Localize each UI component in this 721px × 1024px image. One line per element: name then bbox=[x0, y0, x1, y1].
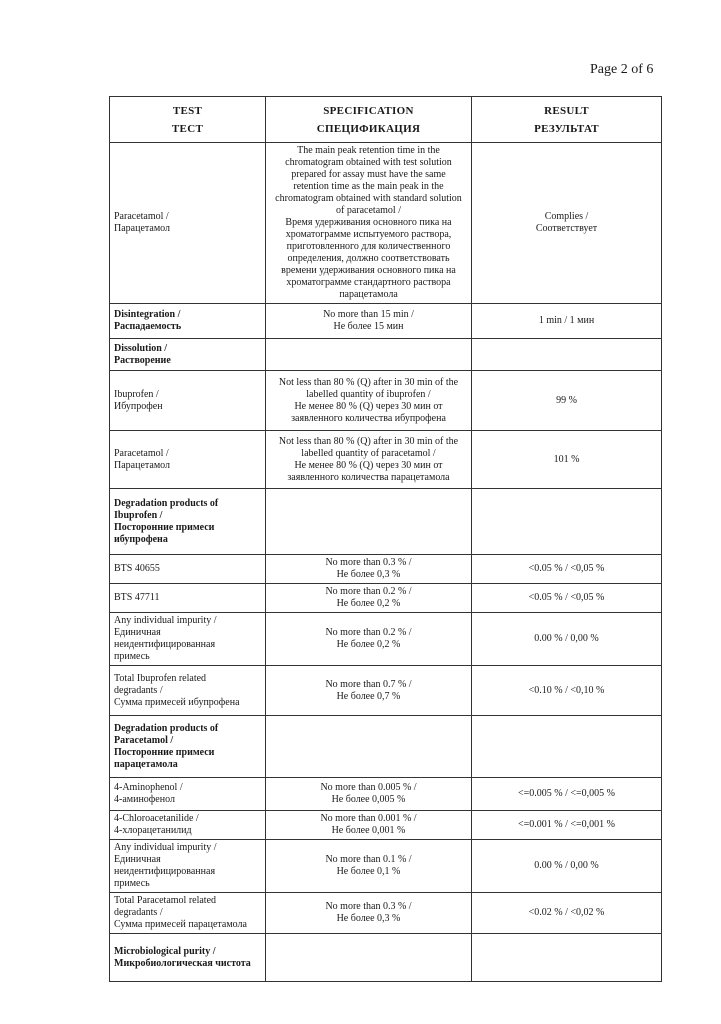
header-result-en: RESULT bbox=[544, 104, 589, 117]
test-cell-line: Paracetamol / bbox=[114, 447, 169, 459]
specification-cell-line: Время удерживания основного пика на bbox=[285, 217, 452, 228]
test-cell-line: Total Paracetamol related bbox=[114, 895, 217, 906]
specification-cell bbox=[266, 934, 472, 982]
test-cell-line: Посторонние примеси bbox=[114, 746, 215, 758]
test-cell-line: Посторонние примеси bbox=[114, 521, 215, 533]
test-cell bbox=[110, 304, 266, 339]
result-cell bbox=[472, 613, 662, 666]
header-result bbox=[472, 97, 662, 143]
test-cell-line: Disintegration / bbox=[114, 309, 181, 320]
specification-cell-line: Не менее 80 % (Q) через 30 мин от bbox=[294, 459, 443, 471]
test-cell-line: 4-аминофенол bbox=[114, 794, 175, 805]
table-row bbox=[110, 555, 662, 584]
test-cell-line: 4-Chloroacetanilide / bbox=[114, 813, 199, 824]
table-header-row bbox=[110, 97, 662, 143]
specification-cell-line: No more than 0.3 % / bbox=[325, 557, 412, 568]
specification-cell bbox=[266, 339, 472, 371]
test-cell-line: неидентифицированная bbox=[114, 639, 216, 650]
specification-cell bbox=[266, 489, 472, 555]
specification-cell-line: заявленного количества парацетамола bbox=[287, 471, 450, 483]
result-cell-line: 1 min / 1 мин bbox=[538, 315, 595, 326]
test-cell bbox=[110, 893, 266, 934]
test-cell-line: Парацетамол bbox=[114, 459, 171, 471]
specification-cell-line: Не более 0,001 % bbox=[331, 825, 406, 836]
table-row bbox=[110, 778, 662, 811]
table-row bbox=[110, 371, 662, 431]
specification-cell-line: Не более 0,1 % bbox=[336, 866, 401, 877]
specification-cell bbox=[266, 613, 472, 666]
test-cell-line: Единичная bbox=[114, 854, 161, 865]
test-cell-line: Any individual impurity / bbox=[114, 842, 217, 853]
specification-cell-line: No more than 0.001 % / bbox=[320, 813, 417, 824]
test-cell bbox=[110, 840, 266, 893]
specification-cell-line: The main peak retention time in the bbox=[297, 145, 440, 156]
result-cell bbox=[472, 555, 662, 584]
table-row bbox=[110, 304, 662, 339]
specification-cell-line: Not less than 80 % (Q) after in 30 min of the bbox=[278, 435, 459, 447]
result-cell bbox=[472, 811, 662, 840]
specification-cell-line: хроматограмме испытуемого раствора, bbox=[285, 229, 452, 240]
specification-cell bbox=[266, 431, 472, 489]
specification-cell-line: No more than 0.7 % / bbox=[325, 678, 412, 690]
specification-cell-line: No more than 0.2 % / bbox=[325, 627, 412, 638]
test-cell bbox=[110, 778, 266, 811]
test-cell-line: Растворение bbox=[114, 354, 171, 366]
result-cell bbox=[472, 304, 662, 339]
specification-cell-line: времени удерживания основного пика на bbox=[281, 265, 456, 276]
specification-cell-line: приготовленного для количественного bbox=[286, 241, 451, 252]
test-cell-line: BTS 40655 bbox=[114, 563, 160, 574]
result-cell bbox=[472, 489, 662, 555]
result-cell-line: 0.00 % / 0,00 % bbox=[534, 860, 599, 871]
specification-cell-line: Не более 0,2 % bbox=[336, 598, 401, 609]
test-cell bbox=[110, 489, 266, 555]
table-row bbox=[110, 431, 662, 489]
test-cell-line: Degradation products of bbox=[114, 497, 219, 509]
result-cell-line: <0.05 % / <0,05 % bbox=[528, 563, 605, 574]
result-cell bbox=[472, 778, 662, 811]
specification-cell bbox=[266, 584, 472, 613]
test-cell-line: Сумма примесей парацетамола bbox=[114, 919, 247, 930]
specification-cell-line: Не более 15 мин bbox=[333, 321, 404, 332]
specification-cell-line: chromatogram obtained with test solution bbox=[285, 157, 452, 168]
specification-cell bbox=[266, 893, 472, 934]
specification-cell-line: of paracetamol / bbox=[336, 205, 401, 216]
test-cell-line: Degradation products of bbox=[114, 722, 219, 734]
result-cell bbox=[472, 666, 662, 716]
test-cell-line: Единичная bbox=[114, 627, 161, 638]
table-row bbox=[110, 716, 662, 778]
result-cell bbox=[472, 716, 662, 778]
test-cell-line: degradants / bbox=[114, 907, 163, 918]
specification-cell bbox=[266, 304, 472, 339]
test-cell-line: 4-хлорацетанилид bbox=[114, 825, 192, 836]
specification-cell bbox=[266, 666, 472, 716]
specification-cell-line: заявленного количества ибупрофена bbox=[291, 412, 446, 424]
result-cell bbox=[472, 371, 662, 431]
test-cell bbox=[110, 339, 266, 371]
test-cell bbox=[110, 716, 266, 778]
header-result-ru: РЕЗУЛЬТАТ bbox=[534, 122, 599, 135]
table-row bbox=[110, 339, 662, 371]
specification-cell bbox=[266, 143, 472, 304]
result-cell bbox=[472, 893, 662, 934]
result-cell-line: <0.10 % / <0,10 % bbox=[528, 684, 605, 696]
test-cell-line: degradants / bbox=[114, 684, 163, 696]
specification-cell-line: No more than 0.3 % / bbox=[325, 901, 412, 912]
test-cell bbox=[110, 934, 266, 982]
certificate-table bbox=[109, 96, 662, 982]
result-cell-line: 99 % bbox=[556, 394, 577, 406]
result-cell-line: 0.00 % / 0,00 % bbox=[534, 633, 599, 644]
test-cell-line: Сумма примесей ибупрофена bbox=[114, 696, 240, 708]
header-test-en: TEST bbox=[172, 104, 203, 117]
test-cell-line: Распадаемость bbox=[114, 321, 182, 332]
specification-cell-line: retention time as the main peak in the bbox=[293, 181, 444, 192]
test-cell-line: Dissolution / bbox=[114, 342, 168, 354]
specification-cell-line: Не более 0,3 % bbox=[336, 913, 401, 924]
specification-cell-line: chromatogram obtained with standard solution bbox=[275, 193, 462, 204]
header-spec-en: SPECIFICATION bbox=[323, 104, 414, 117]
table-row bbox=[110, 811, 662, 840]
result-cell bbox=[472, 339, 662, 371]
result-cell bbox=[472, 584, 662, 613]
specification-cell-line: хроматограмме стандартного раствора bbox=[286, 277, 451, 288]
test-cell-line: Microbiological purity / bbox=[114, 945, 216, 957]
specification-cell-line: Не более 0,2 % bbox=[336, 639, 401, 650]
table-row bbox=[110, 840, 662, 893]
table-row bbox=[110, 613, 662, 666]
specification-cell-line: Не более 0,7 % bbox=[336, 690, 401, 702]
result-cell bbox=[472, 934, 662, 982]
specification-cell bbox=[266, 840, 472, 893]
specification-cell bbox=[266, 778, 472, 811]
header-test-ru: ТЕСТ bbox=[171, 122, 204, 135]
test-cell-line: 4-Aminophenol / bbox=[114, 782, 183, 793]
specification-cell-line: No more than 15 min / bbox=[323, 309, 414, 320]
page-number: Page 2 of 6 bbox=[590, 62, 654, 77]
table-row bbox=[110, 143, 662, 304]
result-cell-line: Complies / bbox=[544, 211, 589, 222]
table-row bbox=[110, 666, 662, 716]
table-row bbox=[110, 584, 662, 613]
test-cell bbox=[110, 143, 266, 304]
result-cell-line: 101 % bbox=[553, 453, 580, 465]
result-cell-line: <0.02 % / <0,02 % bbox=[528, 907, 605, 918]
test-cell-line: Ibuprofen / bbox=[114, 388, 159, 400]
test-cell bbox=[110, 666, 266, 716]
specification-cell-line: labelled quantity of ibuprofen / bbox=[306, 388, 431, 400]
specification-cell-line: No more than 0.005 % / bbox=[320, 782, 417, 793]
test-cell-line: примесь bbox=[114, 651, 150, 662]
result-cell-line: Соответствует bbox=[535, 223, 598, 234]
table-row bbox=[110, 893, 662, 934]
test-cell bbox=[110, 431, 266, 489]
test-cell-line: примесь bbox=[114, 878, 150, 889]
test-cell-line: Ibuprofen / bbox=[114, 509, 163, 521]
header-spec-ru: СПЕЦИФИКАЦИЯ bbox=[316, 122, 421, 135]
specification-cell bbox=[266, 371, 472, 431]
test-cell bbox=[110, 613, 266, 666]
result-cell bbox=[472, 143, 662, 304]
header-specification bbox=[266, 97, 472, 143]
specification-cell-line: prepared for assay must have the same bbox=[291, 169, 446, 180]
test-cell-line: ибупрофена bbox=[114, 533, 168, 545]
test-cell-line: Paracetamol / bbox=[114, 734, 174, 746]
specification-cell bbox=[266, 555, 472, 584]
test-cell bbox=[110, 811, 266, 840]
test-cell-line: парацетамола bbox=[114, 758, 178, 770]
test-cell bbox=[110, 584, 266, 613]
specification-cell-line: Не более 0,3 % bbox=[336, 569, 401, 580]
test-cell-line: неидентифицированная bbox=[114, 866, 216, 877]
specification-cell-line: парацетамола bbox=[339, 289, 398, 300]
specification-cell bbox=[266, 716, 472, 778]
result-cell-line: <0.05 % / <0,05 % bbox=[528, 592, 605, 603]
test-cell-line: Any individual impurity / bbox=[114, 615, 217, 626]
specification-cell-line: No more than 0.1 % / bbox=[325, 854, 412, 865]
test-cell-line: Total Ibuprofen related bbox=[114, 672, 207, 684]
specification-cell-line: No more than 0.2 % / bbox=[325, 586, 412, 597]
table-row bbox=[110, 489, 662, 555]
specification-cell-line: определения, должно соответствовать bbox=[287, 253, 450, 264]
specification-cell bbox=[266, 811, 472, 840]
specification-cell-line: Не более 0,005 % bbox=[331, 794, 406, 805]
result-cell bbox=[472, 840, 662, 893]
result-cell bbox=[472, 431, 662, 489]
test-cell-line: Микробиологическая чистота bbox=[114, 957, 251, 969]
specification-cell-line: Не менее 80 % (Q) через 30 мин от bbox=[294, 400, 443, 412]
specification-cell-line: labelled quantity of paracetamol / bbox=[301, 447, 436, 459]
test-cell-line: Paracetamol / bbox=[114, 211, 169, 222]
test-cell-line: BTS 47711 bbox=[114, 592, 160, 603]
specification-cell-line: Not less than 80 % (Q) after in 30 min of the bbox=[278, 376, 459, 388]
test-cell bbox=[110, 555, 266, 584]
table-body bbox=[110, 143, 662, 982]
test-cell-line: Парацетамол bbox=[114, 223, 171, 234]
test-cell bbox=[110, 371, 266, 431]
header-test bbox=[110, 97, 266, 143]
test-cell-line: Ибупрофен bbox=[114, 400, 163, 412]
table-row bbox=[110, 934, 662, 982]
result-cell-line: <=0.005 % / <=0,005 % bbox=[518, 788, 615, 799]
result-cell-line: <=0.001 % / <=0,001 % bbox=[518, 819, 615, 830]
